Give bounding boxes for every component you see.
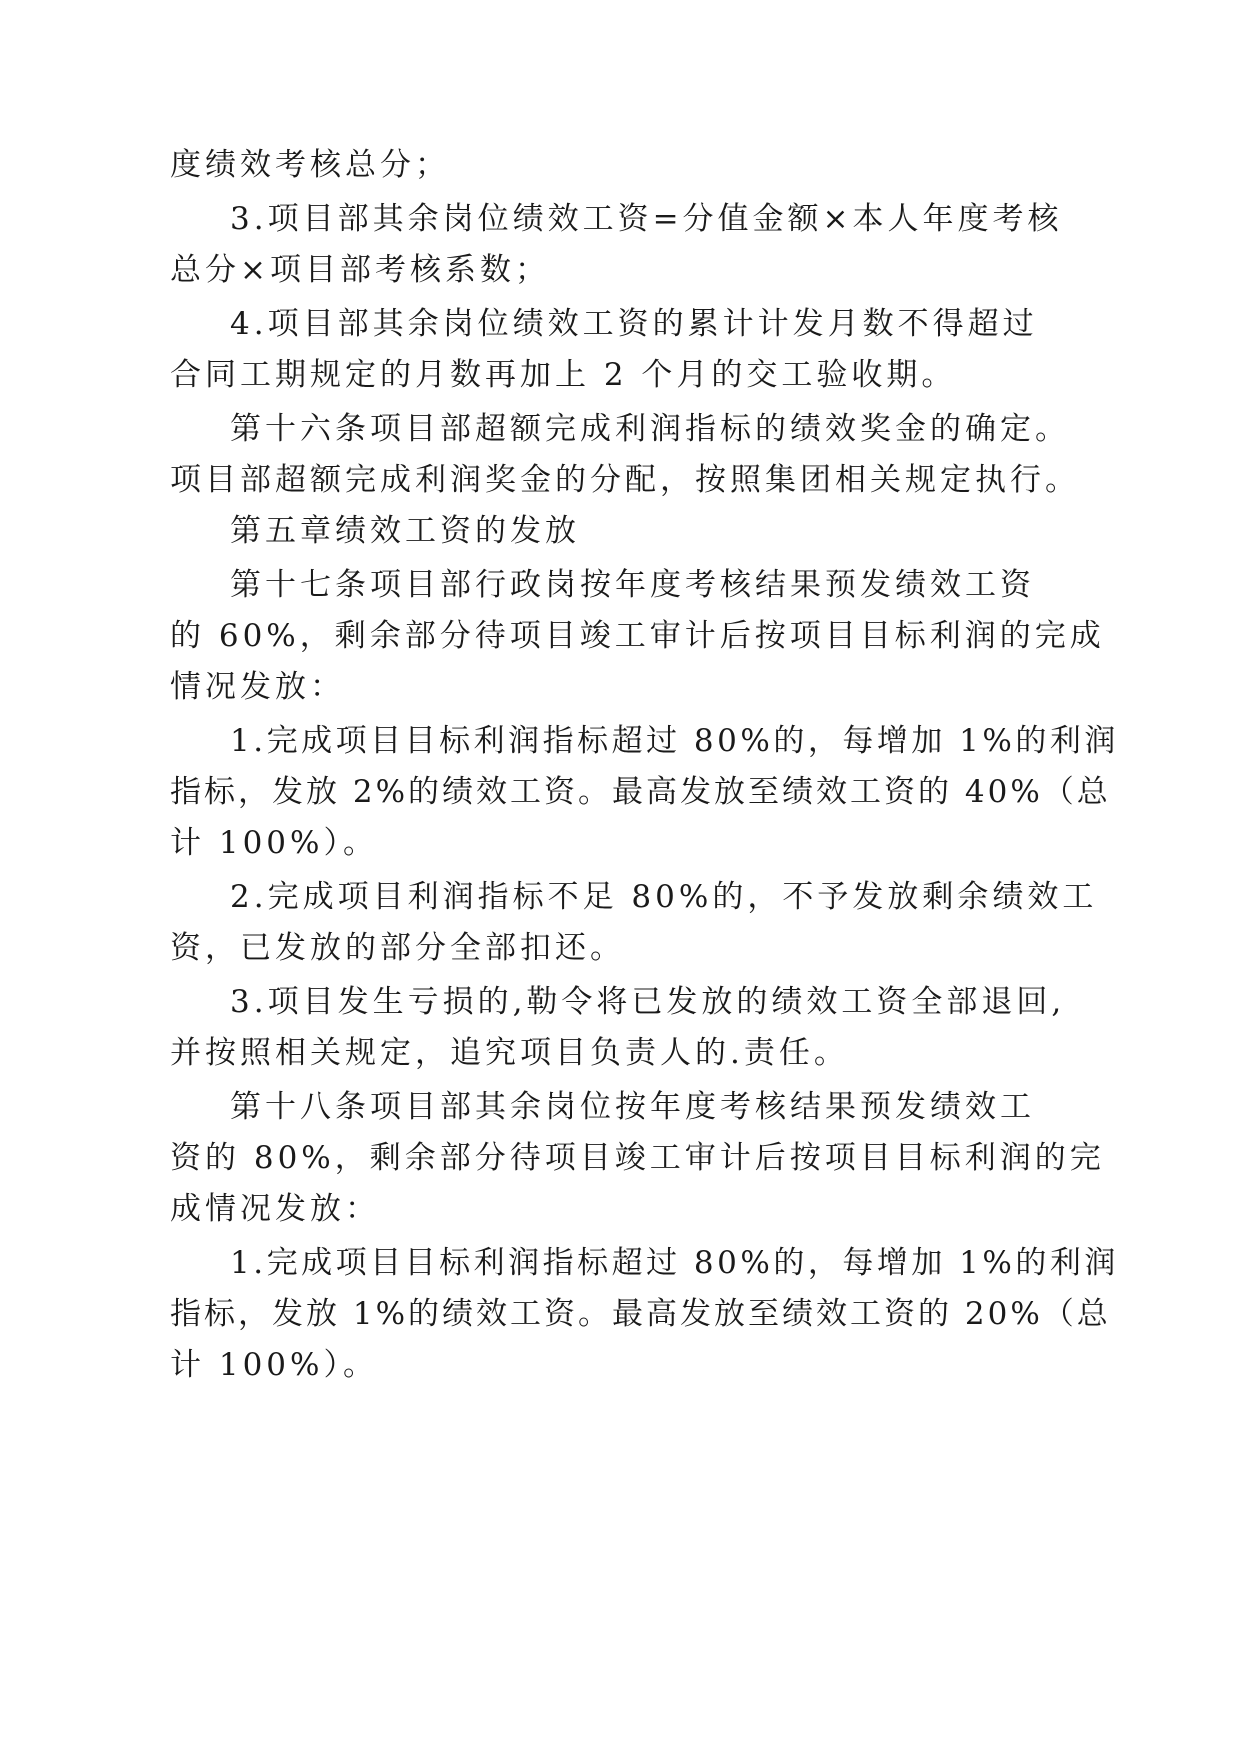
text-line: 第十七条项目部行政岗按年度考核结果预发绩效工资 — [230, 567, 1035, 603]
text-line: 1.完成项目目标利润指标超过 80%的，每增加 1%的利润 — [230, 723, 1119, 759]
text-line: 度绩效考核总分； — [170, 147, 450, 183]
text-line: 计 100%）。 — [170, 1347, 378, 1383]
text-line: 的 60%，剩余部分待项目竣工审计后按项目目标利润的完成 — [170, 618, 1105, 654]
text-line: 3.项目发生亏损的,勒令将已发放的绩效工资全部退回, — [230, 984, 1066, 1020]
text-line: 情况发放： — [170, 669, 345, 705]
text-line: 4.项目部其余岗位绩效工资的累计计发月数不得超过 — [230, 306, 1038, 342]
text-line: 第十八条项目部其余岗位按年度考核结果预发绩效工 — [230, 1089, 1035, 1125]
text-line: 第十六条项目部超额完成利润指标的绩效奖金的确定。 — [230, 411, 1070, 447]
text-line: 并按照相关规定，追究项目负责人的.责任。 — [170, 1035, 849, 1071]
text-line: 总分×项目部考核系数； — [170, 252, 550, 288]
section-heading: 第五章绩效工资的发放 — [230, 513, 580, 549]
text-line: 指标，发放 1%的绩效工资。最高发放至绩效工资的 20%（总 — [170, 1296, 1111, 1332]
text-line: 1.完成项目目标利润指标超过 80%的，每增加 1%的利润 — [230, 1245, 1119, 1281]
text-line: 项目部超额完成利润奖金的分配，按照集团相关规定执行。 — [170, 462, 1080, 498]
text-line: 成情况发放： — [170, 1191, 380, 1227]
text-line: 3.项目部其余岗位绩效工资=分值金额×本人年度考核 — [230, 201, 1063, 237]
text-line: 资，已发放的部分全部扣还。 — [170, 930, 625, 966]
text-line: 指标，发放 2%的绩效工资。最高发放至绩效工资的 40%（总 — [170, 774, 1111, 810]
text-line: 计 100%）。 — [170, 825, 378, 861]
text-line: 2.完成项目利润指标不足 80%的，不予发放剩余绩效工 — [230, 879, 1098, 915]
text-line: 合同工期规定的月数再加上 2 个月的交工验收期。 — [170, 357, 957, 393]
text-line: 资的 80%，剩余部分待项目竣工审计后按项目目标利润的完 — [170, 1140, 1105, 1176]
